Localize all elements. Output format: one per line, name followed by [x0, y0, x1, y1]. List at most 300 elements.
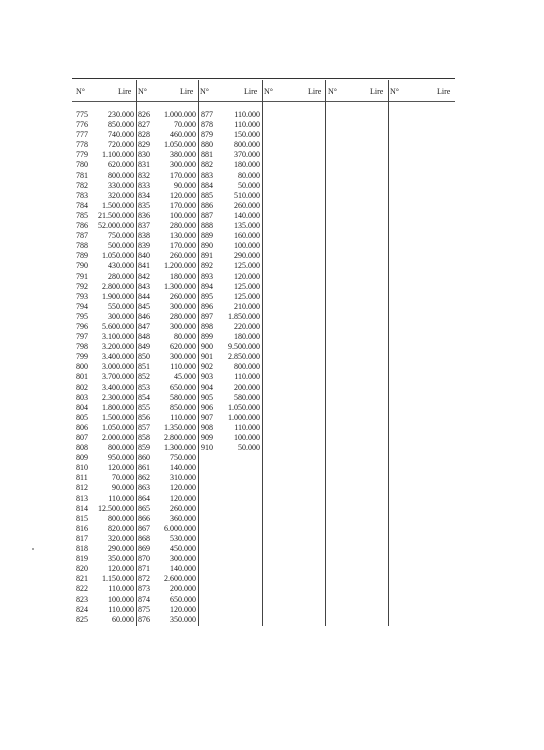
table-row	[76, 282, 134, 292]
table-row	[138, 160, 196, 170]
table-row	[76, 130, 134, 140]
table-row	[76, 494, 134, 504]
table-row	[76, 272, 134, 282]
row-number: 827	[138, 120, 150, 130]
row-amount: 2.000.000	[102, 433, 134, 442]
table-row	[76, 332, 134, 342]
row-amount: 210.000	[234, 301, 260, 311]
row-amount: 110.000	[234, 372, 260, 382]
row-amount: 120.000	[170, 190, 196, 200]
table-row	[201, 171, 260, 181]
row-number: 865	[138, 503, 150, 513]
row-amount: 110.000	[170, 412, 196, 422]
table-row	[76, 211, 134, 221]
table-row	[138, 342, 196, 352]
row-number: 810	[76, 463, 88, 473]
column-separator	[136, 80, 137, 626]
column-separator	[262, 80, 263, 626]
table-row	[76, 423, 134, 433]
row-number: 859	[138, 443, 150, 453]
table-row	[76, 605, 134, 615]
table-row	[201, 443, 260, 453]
row-amount: 45.000	[174, 372, 196, 382]
row-amount: 100.000	[234, 433, 260, 442]
row-number: 787	[76, 231, 88, 241]
row-number: 786	[76, 221, 88, 231]
header-no: N°	[76, 87, 85, 96]
row-number: 841	[138, 261, 150, 271]
row-number: 791	[76, 271, 88, 281]
row-number: 800	[76, 362, 88, 372]
row-amount: 2.850.000	[228, 352, 260, 362]
row-number: 778	[76, 140, 88, 150]
table-row	[201, 362, 260, 372]
table-row	[201, 292, 260, 302]
row-number: 898	[201, 321, 213, 331]
table-row	[138, 130, 196, 140]
table-row	[138, 302, 196, 312]
row-number: 867	[138, 523, 150, 533]
row-number: 783	[76, 190, 88, 200]
row-amount: 1.050.000	[228, 402, 260, 412]
table-row	[201, 191, 260, 201]
row-number: 828	[138, 130, 150, 140]
table-row	[201, 140, 260, 150]
table-row	[138, 615, 196, 625]
table-row	[138, 251, 196, 261]
row-number: 802	[76, 382, 88, 392]
table-row	[138, 605, 196, 615]
row-number: 881	[201, 150, 213, 160]
row-number: 833	[138, 180, 150, 190]
row-number: 908	[201, 422, 213, 432]
row-amount: 140.000	[234, 210, 260, 220]
row-amount: 120.000	[108, 463, 134, 473]
table-row	[76, 453, 134, 463]
row-amount: 12.500.000	[98, 503, 134, 513]
table-row	[76, 403, 134, 413]
row-number: 895	[201, 291, 213, 301]
row-number: 844	[138, 291, 150, 301]
row-number: 823	[76, 594, 88, 604]
row-amount: 580.000	[170, 392, 196, 402]
row-number: 843	[138, 281, 150, 291]
table-row	[138, 534, 196, 544]
row-number: 850	[138, 352, 150, 362]
table-row	[201, 282, 260, 292]
row-amount: 800.000	[234, 140, 260, 150]
row-amount: 450.000	[170, 544, 196, 554]
row-amount: 60.000	[112, 614, 134, 624]
row-amount: 1.500.000	[102, 412, 134, 422]
row-amount: 110.000	[170, 362, 196, 372]
row-amount: 620.000	[108, 160, 134, 170]
row-number: 848	[138, 332, 150, 342]
row-amount: 290.000	[108, 544, 134, 554]
table-row	[76, 413, 134, 423]
row-amount: 1.000.000	[164, 110, 196, 119]
row-number: 909	[201, 433, 213, 442]
table-row	[76, 120, 134, 130]
row-number: 806	[76, 422, 88, 432]
row-amount: 850.000	[170, 402, 196, 412]
row-amount: 220.000	[234, 321, 260, 331]
row-number: 834	[138, 190, 150, 200]
row-amount: 720.000	[108, 140, 134, 150]
table-row	[76, 554, 134, 564]
row-number: 883	[201, 170, 213, 180]
row-number: 852	[138, 372, 150, 382]
row-number: 793	[76, 291, 88, 301]
row-amount: 120.000	[108, 564, 134, 574]
row-amount: 110.000	[234, 120, 260, 130]
row-amount: 100.000	[108, 594, 134, 604]
row-number: 870	[138, 554, 150, 564]
row-number: 780	[76, 160, 88, 170]
row-number: 777	[76, 130, 88, 140]
row-number: 809	[76, 453, 88, 463]
table-row	[138, 231, 196, 241]
row-amount: 350.000	[170, 614, 196, 624]
header-no: N°	[390, 87, 399, 96]
row-amount: 3.700.000	[102, 372, 134, 382]
table-row	[138, 362, 196, 372]
row-amount: 280.000	[108, 271, 134, 281]
row-amount: 950.000	[108, 453, 134, 463]
table-row	[138, 221, 196, 231]
row-number: 792	[76, 281, 88, 291]
row-number: 836	[138, 210, 150, 220]
column-separator	[198, 80, 199, 626]
row-amount: 200.000	[170, 584, 196, 594]
row-amount: 370.000	[234, 150, 260, 160]
table-row	[76, 544, 134, 554]
row-amount: 300.000	[170, 321, 196, 331]
row-number: 826	[138, 110, 150, 119]
column-separator	[388, 80, 389, 626]
table-row	[138, 473, 196, 483]
table-row	[138, 544, 196, 554]
row-number: 840	[138, 251, 150, 261]
table-row	[76, 433, 134, 443]
row-number: 901	[201, 352, 213, 362]
row-number: 822	[76, 584, 88, 594]
table-row	[201, 160, 260, 170]
row-number: 847	[138, 321, 150, 331]
row-amount: 800.000	[108, 443, 134, 453]
table-row	[138, 110, 196, 120]
row-amount: 2.300.000	[102, 392, 134, 402]
header-no: N°	[200, 87, 209, 96]
table-row	[76, 342, 134, 352]
table-row	[138, 282, 196, 292]
row-number: 821	[76, 574, 88, 584]
row-amount: 120.000	[234, 271, 260, 281]
row-number: 804	[76, 402, 88, 412]
row-amount: 460.000	[170, 130, 196, 140]
row-amount: 5.600.000	[102, 321, 134, 331]
table-top-rule	[72, 78, 455, 79]
row-number: 825	[76, 614, 88, 624]
row-amount: 260.000	[234, 200, 260, 210]
table-row	[138, 494, 196, 504]
row-amount: 120.000	[170, 604, 196, 614]
row-amount: 180.000	[234, 160, 260, 170]
row-number: 846	[138, 311, 150, 321]
table-column-2	[138, 110, 196, 625]
row-amount: 510.000	[234, 190, 260, 200]
row-amount: 140.000	[170, 564, 196, 574]
row-amount: 150.000	[234, 130, 260, 140]
table-row	[201, 211, 260, 221]
row-number: 816	[76, 523, 88, 533]
row-number: 885	[201, 190, 213, 200]
row-amount: 1.000.000	[228, 412, 260, 422]
table-row	[201, 251, 260, 261]
row-amount: 160.000	[234, 231, 260, 241]
table-row	[138, 352, 196, 362]
row-amount: 1.850.000	[228, 311, 260, 321]
table-row	[138, 241, 196, 251]
row-number: 819	[76, 554, 88, 564]
row-amount: 320.000	[108, 533, 134, 543]
table-row	[201, 403, 260, 413]
table-row	[76, 201, 134, 211]
table-row	[138, 120, 196, 130]
row-number: 837	[138, 221, 150, 231]
table-row	[76, 534, 134, 544]
row-amount: 620.000	[170, 342, 196, 352]
table-row	[138, 423, 196, 433]
row-number: 853	[138, 382, 150, 392]
table-row	[201, 110, 260, 120]
row-amount: 200.000	[234, 382, 260, 392]
row-number: 796	[76, 321, 88, 331]
row-number: 854	[138, 392, 150, 402]
header-no: N°	[264, 87, 273, 96]
row-amount: 380.000	[170, 150, 196, 160]
scan-speck	[32, 548, 34, 550]
row-amount: 290.000	[234, 251, 260, 261]
table-column-1	[76, 110, 134, 625]
table-row	[76, 595, 134, 605]
table-row	[138, 292, 196, 302]
row-number: 882	[201, 160, 213, 170]
row-number: 776	[76, 120, 88, 130]
header-lire: Lire	[437, 87, 451, 96]
row-number: 856	[138, 412, 150, 422]
row-number: 829	[138, 140, 150, 150]
table-row	[138, 261, 196, 271]
table-row	[76, 241, 134, 251]
table-header-rule	[72, 101, 455, 102]
row-number: 887	[201, 210, 213, 220]
table-row	[201, 241, 260, 251]
row-amount: 1.050.000	[102, 422, 134, 432]
row-amount: 170.000	[170, 200, 196, 210]
header-lire: Lire	[180, 87, 194, 96]
table-row	[76, 524, 134, 534]
table-row	[76, 372, 134, 382]
row-amount: 130.000	[170, 231, 196, 241]
table-row	[138, 393, 196, 403]
row-amount: 90.000	[112, 483, 134, 493]
row-number: 831	[138, 160, 150, 170]
row-amount: 300.000	[170, 160, 196, 170]
table-row	[138, 140, 196, 150]
table-row	[138, 413, 196, 423]
table-row	[201, 393, 260, 403]
row-amount: 2.800.000	[164, 433, 196, 442]
row-number: 803	[76, 392, 88, 402]
table-row	[138, 372, 196, 382]
row-amount: 80.000	[238, 170, 260, 180]
table-row	[201, 423, 260, 433]
row-amount: 800.000	[234, 362, 260, 372]
row-number: 845	[138, 301, 150, 311]
row-number: 875	[138, 604, 150, 614]
table-row	[76, 292, 134, 302]
row-number: 869	[138, 544, 150, 554]
row-amount: 3.000.000	[102, 362, 134, 372]
row-amount: 90.000	[174, 180, 196, 190]
row-amount: 750.000	[170, 453, 196, 463]
row-amount: 21.500.000	[98, 210, 134, 220]
row-amount: 1.100.000	[102, 150, 134, 160]
table-row	[76, 393, 134, 403]
row-number: 896	[201, 301, 213, 311]
row-number: 784	[76, 200, 88, 210]
row-amount: 125.000	[234, 281, 260, 291]
table-row	[138, 211, 196, 221]
row-number: 905	[201, 392, 213, 402]
table-row	[76, 564, 134, 574]
row-amount: 180.000	[170, 271, 196, 281]
row-number: 890	[201, 241, 213, 251]
row-amount: 3.400.000	[102, 382, 134, 392]
row-number: 794	[76, 301, 88, 311]
row-number: 824	[76, 604, 88, 614]
row-number: 785	[76, 210, 88, 220]
row-number: 807	[76, 433, 88, 442]
row-amount: 820.000	[108, 523, 134, 533]
row-number: 897	[201, 311, 213, 321]
row-number: 861	[138, 463, 150, 473]
table-row	[76, 181, 134, 191]
row-amount: 260.000	[170, 291, 196, 301]
row-number: 866	[138, 513, 150, 523]
row-amount: 125.000	[234, 291, 260, 301]
row-number: 891	[201, 251, 213, 261]
table-row	[138, 322, 196, 332]
table-row	[138, 403, 196, 413]
header-lire: Lire	[118, 87, 132, 96]
row-amount: 300.000	[170, 352, 196, 362]
row-amount: 110.000	[234, 422, 260, 432]
row-amount: 280.000	[170, 221, 196, 231]
table-row	[138, 272, 196, 282]
row-amount: 9.500.000	[228, 342, 260, 352]
table-row	[76, 483, 134, 493]
table-row	[138, 504, 196, 514]
table-row	[76, 383, 134, 393]
row-number: 797	[76, 332, 88, 342]
row-number: 900	[201, 342, 213, 352]
row-number: 839	[138, 241, 150, 251]
row-number: 779	[76, 150, 88, 160]
row-amount: 750.000	[108, 231, 134, 241]
table-column-3	[201, 110, 260, 453]
row-number: 782	[76, 180, 88, 190]
row-amount: 110.000	[108, 493, 134, 503]
row-number: 812	[76, 483, 88, 493]
table-row	[76, 322, 134, 332]
row-amount: 850.000	[108, 120, 134, 130]
column-separator	[325, 80, 326, 626]
row-number: 899	[201, 332, 213, 342]
row-amount: 170.000	[170, 170, 196, 180]
row-amount: 3.200.000	[102, 342, 134, 352]
table-row	[201, 312, 260, 322]
table-row	[76, 352, 134, 362]
row-amount: 3.400.000	[102, 352, 134, 362]
row-amount: 280.000	[170, 311, 196, 321]
row-number: 775	[76, 110, 88, 119]
row-number: 874	[138, 594, 150, 604]
row-amount: 330.000	[108, 180, 134, 190]
table-row	[201, 413, 260, 423]
row-amount: 800.000	[108, 513, 134, 523]
row-number: 838	[138, 231, 150, 241]
table-row	[201, 332, 260, 342]
row-number: 903	[201, 372, 213, 382]
table-row	[138, 554, 196, 564]
row-amount: 125.000	[234, 261, 260, 271]
row-amount: 100.000	[170, 210, 196, 220]
row-amount: 100.000	[234, 241, 260, 251]
table-row	[201, 342, 260, 352]
row-number: 878	[201, 120, 213, 130]
table-row	[201, 201, 260, 211]
row-amount: 110.000	[108, 604, 134, 614]
row-amount: 350.000	[108, 554, 134, 564]
row-amount: 80.000	[174, 332, 196, 342]
row-number: 808	[76, 443, 88, 453]
table-row	[201, 302, 260, 312]
table-row	[201, 120, 260, 130]
row-number: 864	[138, 493, 150, 503]
table-row	[138, 383, 196, 393]
table-row	[138, 171, 196, 181]
table-row	[76, 514, 134, 524]
row-number: 880	[201, 140, 213, 150]
row-amount: 135.000	[234, 221, 260, 231]
row-amount: 1.050.000	[102, 251, 134, 261]
row-amount: 650.000	[170, 382, 196, 392]
table-row	[201, 322, 260, 332]
table-row	[201, 272, 260, 282]
table-row	[138, 312, 196, 322]
table-row	[201, 261, 260, 271]
row-amount: 1.350.000	[164, 422, 196, 432]
row-amount: 70.000	[112, 473, 134, 483]
row-number: 889	[201, 231, 213, 241]
table-row	[138, 524, 196, 534]
table-row	[201, 352, 260, 362]
row-amount: 110.000	[108, 584, 134, 594]
row-number: 884	[201, 180, 213, 190]
row-number: 832	[138, 170, 150, 180]
